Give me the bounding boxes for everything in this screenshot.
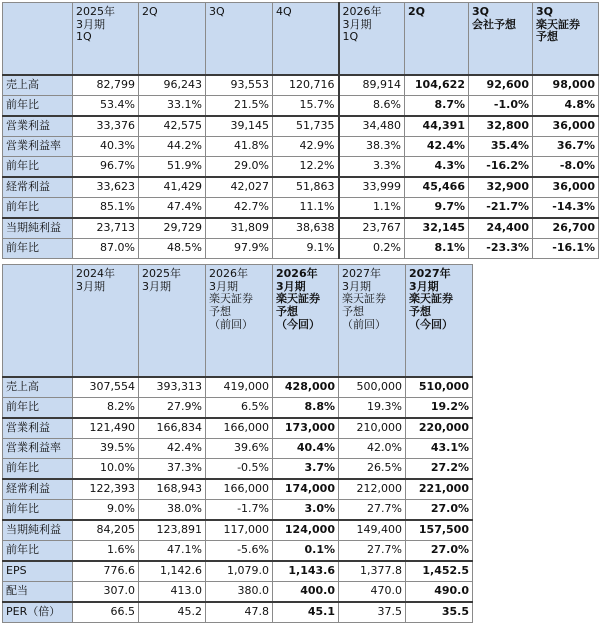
table-cell: 82,799 xyxy=(73,75,139,96)
table-cell: 33,623 xyxy=(73,177,139,198)
t1-col-header xyxy=(73,3,139,76)
table-cell: 419,000 xyxy=(206,377,273,398)
table-cell: 27.7% xyxy=(339,541,406,562)
table-row xyxy=(3,75,599,96)
table-cell: 38,638 xyxy=(273,218,339,239)
t1-h1: 2Q xyxy=(142,5,158,18)
table-row xyxy=(3,459,473,480)
table-cell: 23,767 xyxy=(339,218,405,239)
table-cell: 173,000 xyxy=(273,418,339,439)
table-row xyxy=(3,157,599,178)
table-cell: 1,452.5 xyxy=(406,561,473,582)
table-cell: 8.7% xyxy=(405,96,469,117)
table-cell: 42.9% xyxy=(273,137,339,157)
table-cell: 45.1 xyxy=(273,602,339,623)
table-cell: 33,376 xyxy=(73,116,139,137)
table-cell: 92,600 xyxy=(469,75,533,96)
table-cell: 123,891 xyxy=(139,520,206,541)
table-cell: 1,143.6 xyxy=(273,561,339,582)
t2-h2: 2026年 3月期 楽天証券 予想 （前回） xyxy=(209,267,253,331)
t1-col-header xyxy=(273,3,339,76)
table-cell: 166,000 xyxy=(206,479,273,500)
table-cell: 45.2 xyxy=(139,602,206,623)
table-cell: 6.5% xyxy=(206,398,273,419)
row-label: 前年比 xyxy=(3,398,73,419)
table-cell: 27.0% xyxy=(406,500,473,521)
t2-col-header xyxy=(206,265,273,378)
table-cell: 8.1% xyxy=(405,239,469,259)
table-cell: 0.1% xyxy=(273,541,339,562)
t2-h1: 2025年 3月期 xyxy=(142,267,181,293)
t1-corner xyxy=(3,3,73,76)
t1-col-header xyxy=(139,3,206,76)
table-cell: 3.3% xyxy=(339,157,405,178)
table-cell: 1,142.6 xyxy=(139,561,206,582)
table-cell: 37.3% xyxy=(139,459,206,480)
table-cell: 27.7% xyxy=(339,500,406,521)
t2-h4: 2027年 3月期 楽天証券 予想 （前回） xyxy=(342,267,386,331)
table-cell: 36.7% xyxy=(533,137,599,157)
table-cell: 168,943 xyxy=(139,479,206,500)
table-cell: 29.0% xyxy=(206,157,273,178)
table-row xyxy=(3,582,473,603)
table-cell: 3.7% xyxy=(273,459,339,480)
table-cell: 510,000 xyxy=(406,377,473,398)
table-cell: 166,000 xyxy=(206,418,273,439)
table-cell: 157,500 xyxy=(406,520,473,541)
table-cell: 0.2% xyxy=(339,239,405,259)
table-cell: 1,079.0 xyxy=(206,561,273,582)
table-row xyxy=(3,520,473,541)
row-label: 営業利益率 xyxy=(3,137,73,157)
table-cell: 35.4% xyxy=(469,137,533,157)
table-cell: 10.0% xyxy=(73,459,139,480)
table-cell: 42.4% xyxy=(405,137,469,157)
row-label: 前年比 xyxy=(3,459,73,480)
table-cell: -16.1% xyxy=(533,239,599,259)
t2-col-header xyxy=(339,265,406,378)
table-row xyxy=(3,398,473,419)
table-cell: 47.4% xyxy=(139,198,206,219)
table-cell: 500,000 xyxy=(339,377,406,398)
quarterly-results-table xyxy=(2,2,599,259)
table-cell: 98,000 xyxy=(533,75,599,96)
table-cell: 47.1% xyxy=(139,541,206,562)
table-cell: 39.5% xyxy=(73,439,139,459)
table-cell: 51,863 xyxy=(273,177,339,198)
row-label: EPS xyxy=(3,561,73,582)
row-label: 経常利益 xyxy=(3,479,73,500)
t1-h0: 2025年 3月期 1Q xyxy=(76,5,115,44)
table-cell: 34,480 xyxy=(339,116,405,137)
t2-col-header xyxy=(139,265,206,378)
table-row xyxy=(3,602,473,623)
table-cell: 96.7% xyxy=(73,157,139,178)
t1-h6: 3Q 会社予想 xyxy=(472,5,516,31)
table-cell: 1.1% xyxy=(339,198,405,219)
t1-col-header xyxy=(533,3,599,76)
row-label: 経常利益 xyxy=(3,177,73,198)
table-cell: 19.2% xyxy=(406,398,473,419)
table-cell: 27.0% xyxy=(406,541,473,562)
table-cell: 36,000 xyxy=(533,116,599,137)
table-row xyxy=(3,116,599,137)
table-cell: 4.3% xyxy=(405,157,469,178)
table-cell: 45,466 xyxy=(405,177,469,198)
table-cell: 9.0% xyxy=(73,500,139,521)
row-label: 前年比 xyxy=(3,239,73,259)
t1-h3: 4Q xyxy=(276,5,292,18)
table-cell: 32,145 xyxy=(405,218,469,239)
table-cell: 393,313 xyxy=(139,377,206,398)
table-cell: 38.0% xyxy=(139,500,206,521)
table-cell: -5.6% xyxy=(206,541,273,562)
table-cell: 27.9% xyxy=(139,398,206,419)
table-cell: 89,914 xyxy=(339,75,405,96)
t1-col-header xyxy=(469,3,533,76)
t1-col-header xyxy=(206,3,273,76)
table-cell: 84,205 xyxy=(73,520,139,541)
table-cell: 220,000 xyxy=(406,418,473,439)
table-row xyxy=(3,418,473,439)
table-cell: -0.5% xyxy=(206,459,273,480)
t1-col-header xyxy=(405,3,469,76)
table-cell: 174,000 xyxy=(273,479,339,500)
row-label: PER（倍） xyxy=(3,602,73,623)
row-label: 当期純利益 xyxy=(3,520,73,541)
table-cell: 19.3% xyxy=(339,398,406,419)
table-cell: 27.2% xyxy=(406,459,473,480)
t2-col-header xyxy=(406,265,473,378)
row-label: 売上高 xyxy=(3,377,73,398)
table-cell: 117,000 xyxy=(206,520,273,541)
table-cell: 120,716 xyxy=(273,75,339,96)
table-cell: -23.3% xyxy=(469,239,533,259)
row-label: 営業利益 xyxy=(3,418,73,439)
table-cell: 9.1% xyxy=(273,239,339,259)
table-cell: 33,999 xyxy=(339,177,405,198)
row-label: 前年比 xyxy=(3,96,73,117)
row-label: 営業利益率 xyxy=(3,439,73,459)
row-label: 前年比 xyxy=(3,157,73,178)
table-cell: 210,000 xyxy=(339,418,406,439)
t1-h4: 2026年 3月期 1Q xyxy=(342,5,382,44)
table-cell: 490.0 xyxy=(406,582,473,603)
table-cell: 44,391 xyxy=(405,116,469,137)
table-cell: 166,834 xyxy=(139,418,206,439)
table-cell: 33.1% xyxy=(139,96,206,117)
table-row xyxy=(3,239,599,259)
table-cell: 104,622 xyxy=(405,75,469,96)
table-cell: 9.7% xyxy=(405,198,469,219)
table-row xyxy=(3,198,599,219)
table-cell: 42.0% xyxy=(339,439,406,459)
table-cell: 42,575 xyxy=(139,116,206,137)
table-cell: 41.8% xyxy=(206,137,273,157)
table-cell: 26.5% xyxy=(339,459,406,480)
table-cell: 121,490 xyxy=(73,418,139,439)
table-cell: -8.0% xyxy=(533,157,599,178)
table-row xyxy=(3,218,599,239)
table-cell: 41,429 xyxy=(139,177,206,198)
row-label: 前年比 xyxy=(3,198,73,219)
t1-header-row xyxy=(3,3,599,76)
table-cell: 124,000 xyxy=(273,520,339,541)
t1-h7: 3Q 楽天証券 予想 xyxy=(536,5,580,44)
table-cell: 40.4% xyxy=(273,439,339,459)
table-cell: 39,145 xyxy=(206,116,273,137)
row-label: 前年比 xyxy=(3,541,73,562)
table-cell: 42.4% xyxy=(139,439,206,459)
table-cell: 40.3% xyxy=(73,137,139,157)
row-label: 当期純利益 xyxy=(3,218,73,239)
table-cell: 3.0% xyxy=(273,500,339,521)
table-cell: 47.8 xyxy=(206,602,273,623)
t1-h5: 2Q xyxy=(408,5,426,18)
table-cell: 470.0 xyxy=(339,582,406,603)
table-cell: 93,553 xyxy=(206,75,273,96)
table-cell: 8.2% xyxy=(73,398,139,419)
table-cell: 4.8% xyxy=(533,96,599,117)
table-cell: 31,809 xyxy=(206,218,273,239)
table-cell: 43.1% xyxy=(406,439,473,459)
table-cell: 53.4% xyxy=(73,96,139,117)
table-cell: 48.5% xyxy=(139,239,206,259)
table-cell: 32,900 xyxy=(469,177,533,198)
t2-header-row xyxy=(3,265,473,378)
table-cell: 122,393 xyxy=(73,479,139,500)
table-cell: -1.0% xyxy=(469,96,533,117)
t2-h5: 2027年 3月期 楽天証券 予想 （今回） xyxy=(409,267,453,331)
table-cell: 39.6% xyxy=(206,439,273,459)
table-cell: 35.5 xyxy=(406,602,473,623)
table-cell: 212,000 xyxy=(339,479,406,500)
row-label: 前年比 xyxy=(3,500,73,521)
table-cell: 221,000 xyxy=(406,479,473,500)
table-cell: 380.0 xyxy=(206,582,273,603)
table-cell: 400.0 xyxy=(273,582,339,603)
table-row xyxy=(3,561,473,582)
table-cell: 12.2% xyxy=(273,157,339,178)
table-row xyxy=(3,500,473,521)
table-cell: 44.2% xyxy=(139,137,206,157)
table-cell: 23,713 xyxy=(73,218,139,239)
table-cell: 1,377.8 xyxy=(339,561,406,582)
table-cell: 85.1% xyxy=(73,198,139,219)
row-label: 売上高 xyxy=(3,75,73,96)
table-row xyxy=(3,96,599,117)
table-cell: 776.6 xyxy=(73,561,139,582)
table-cell: 51,735 xyxy=(273,116,339,137)
table-cell: 307.0 xyxy=(73,582,139,603)
t2-body xyxy=(3,265,473,623)
table-cell: 26,700 xyxy=(533,218,599,239)
t1-col-header xyxy=(339,3,405,76)
t2-col-header xyxy=(273,265,339,378)
table-row xyxy=(3,439,473,459)
table-cell: 413.0 xyxy=(139,582,206,603)
t2-h0: 2024年 3月期 xyxy=(76,267,115,293)
row-label: 営業利益 xyxy=(3,116,73,137)
table-cell: 32,800 xyxy=(469,116,533,137)
table-cell: -1.7% xyxy=(206,500,273,521)
table-cell: 51.9% xyxy=(139,157,206,178)
table-cell: -21.7% xyxy=(469,198,533,219)
table-row xyxy=(3,177,599,198)
table-cell: 24,400 xyxy=(469,218,533,239)
table-row xyxy=(3,137,599,157)
table-row xyxy=(3,377,473,398)
table-cell: 8.6% xyxy=(339,96,405,117)
table-cell: 15.7% xyxy=(273,96,339,117)
table-cell: 149,400 xyxy=(339,520,406,541)
table-row xyxy=(3,541,473,562)
table-cell: 87.0% xyxy=(73,239,139,259)
t1-body xyxy=(3,3,599,259)
t1-h2: 3Q xyxy=(209,5,225,18)
table-cell: -16.2% xyxy=(469,157,533,178)
table-cell: 8.8% xyxy=(273,398,339,419)
table-cell: -14.3% xyxy=(533,198,599,219)
t2-corner xyxy=(3,265,73,378)
table-cell: 97.9% xyxy=(206,239,273,259)
table-cell: 42.7% xyxy=(206,198,273,219)
table-cell: 38.3% xyxy=(339,137,405,157)
table-cell: 307,554 xyxy=(73,377,139,398)
annual-forecast-table xyxy=(2,264,473,623)
table-cell: 36,000 xyxy=(533,177,599,198)
table-cell: 29,729 xyxy=(139,218,206,239)
table-cell: 37.5 xyxy=(339,602,406,623)
table-cell: 96,243 xyxy=(139,75,206,96)
table-row xyxy=(3,479,473,500)
row-label: 配当 xyxy=(3,582,73,603)
table-cell: 1.6% xyxy=(73,541,139,562)
table-cell: 21.5% xyxy=(206,96,273,117)
t2-h3: 2026年 3月期 楽天証券 予想 （今回） xyxy=(276,267,320,331)
table-cell: 66.5 xyxy=(73,602,139,623)
table-cell: 42,027 xyxy=(206,177,273,198)
table-cell: 428,000 xyxy=(273,377,339,398)
table-cell: 11.1% xyxy=(273,198,339,219)
t2-col-header xyxy=(73,265,139,378)
